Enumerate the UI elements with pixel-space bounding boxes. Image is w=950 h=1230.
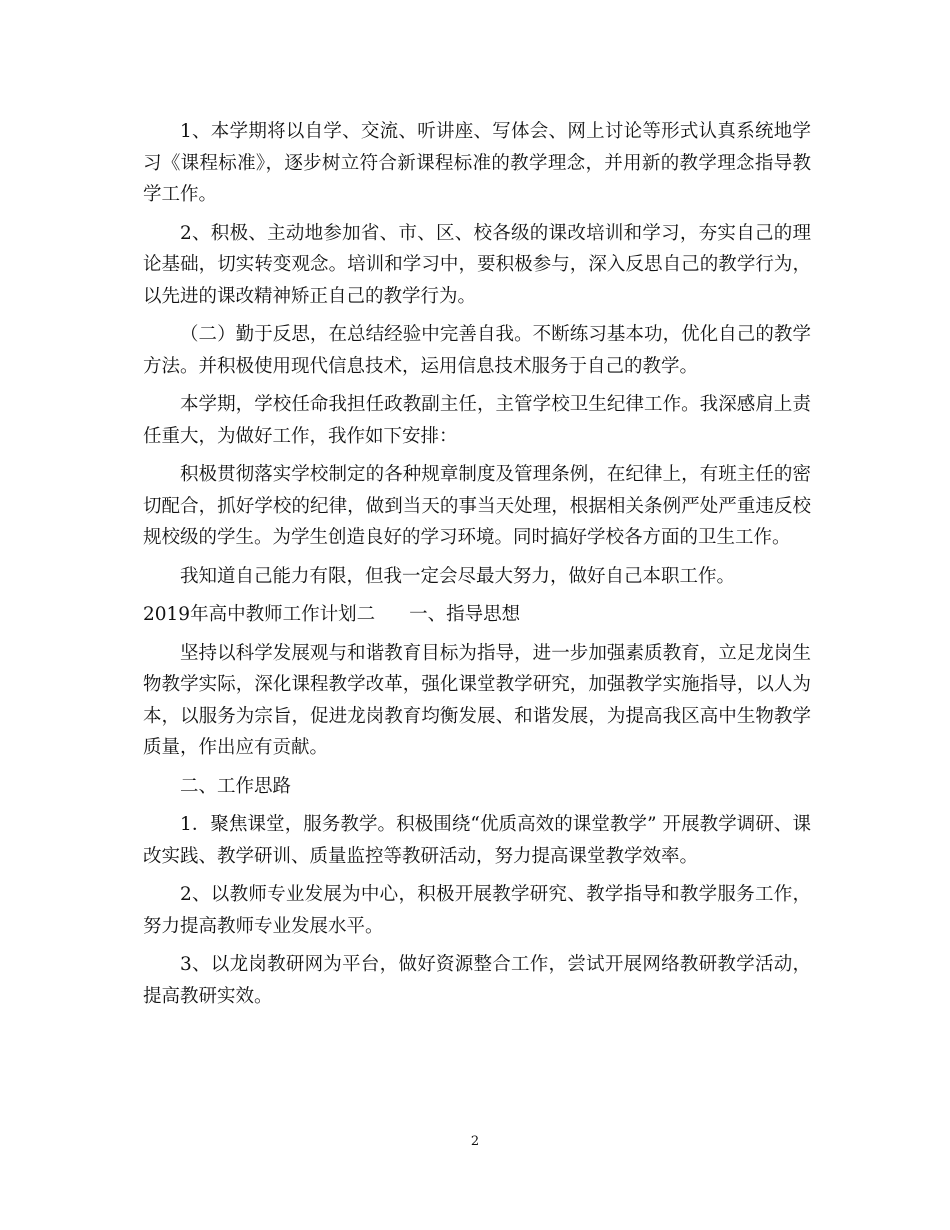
paragraph-teacher-development: 2、以教师专业发展为中心，积极开展教学研究、教学指导和教学服务工作，努力提高教师专业发展水平。: [143, 884, 811, 937]
plan-title: 2019年高中教师工作计划二: [143, 604, 376, 625]
page-number: 2: [470, 1134, 480, 1149]
paragraph-reflection: （二）勤于反思，在总结经验中完善自我。不断练习基本功，优化自己的教学方法。并积极使用现代信息技术，运用信息技术服务于自己的教学。: [143, 324, 811, 377]
page-body: [143, 116, 811, 1019]
paragraph-study-standards: 1、本学期将以自学、交流、听讲座、写体会、网上讨论等形式认真系统地学习《课程标准》，逐步树立符合新课程标准的教学理念，并用新的教学理念指导教学工作。: [143, 121, 811, 205]
paragraph-online-platform: 3、以龙岗教研网为平台，做好资源整合工作，尝试开展网络教研教学活动，提高教研实效。: [143, 954, 811, 1007]
paragraph-discipline: 积极贯彻落实学校制定的各种规章制度及管理条例，在纪律上，有班主任的密切配合，抓好学校的纪律，做到当天的事当天处理，根据相关条例严处严重违反校规校级的学生。为学生创造良好的学习环境。同时搞好学校各方面的卫生工作。: [143, 464, 811, 548]
paragraph-closing: 我知道自己能力有限，但我一定会尽最大努力，做好自己本职工作。: [180, 565, 736, 587]
paragraph-guiding-thought: 坚持以科学发展观与和谐教育目标为指导，进一步加强素质教育，立足龙岗生物教学实际，深化课程教学改革，强化课堂教学研究，加强教学实施指导，以人为本，以服务为宗旨，促进龙岗教育均衡发展、和谐发展，为提高我区高中生物教学质量，作出应有贡献。: [143, 642, 811, 758]
paragraph-training: 2、积极、主动地参加省、市、区、校各级的课改培训和学习，夯实自己的理论基础，切实转变观念。培训和学习中，要积极参与，深入反思自己的教学行为，以先进的课改精神矫正自己的教学行为。: [143, 222, 811, 307]
paragraph-appointment: 本学期，学校任命我担任政教副主任，主管学校卫生纪律工作。我深感肩上责任重大，为做好工作，我作如下安排：: [143, 394, 811, 447]
paragraph-classroom-focus: 1．聚焦课堂，服务教学。积极围绕“优质高效的课堂教学” 开展教学调研、课改实践、教学研训、质量监控等教研活动，努力提高课堂教学效率。: [143, 814, 811, 867]
plan-heading: [143, 599, 811, 631]
section-title-work-ideas: 二、工作思路: [180, 775, 292, 797]
section-title-guiding-thought: 一、指导思想: [409, 604, 521, 625]
